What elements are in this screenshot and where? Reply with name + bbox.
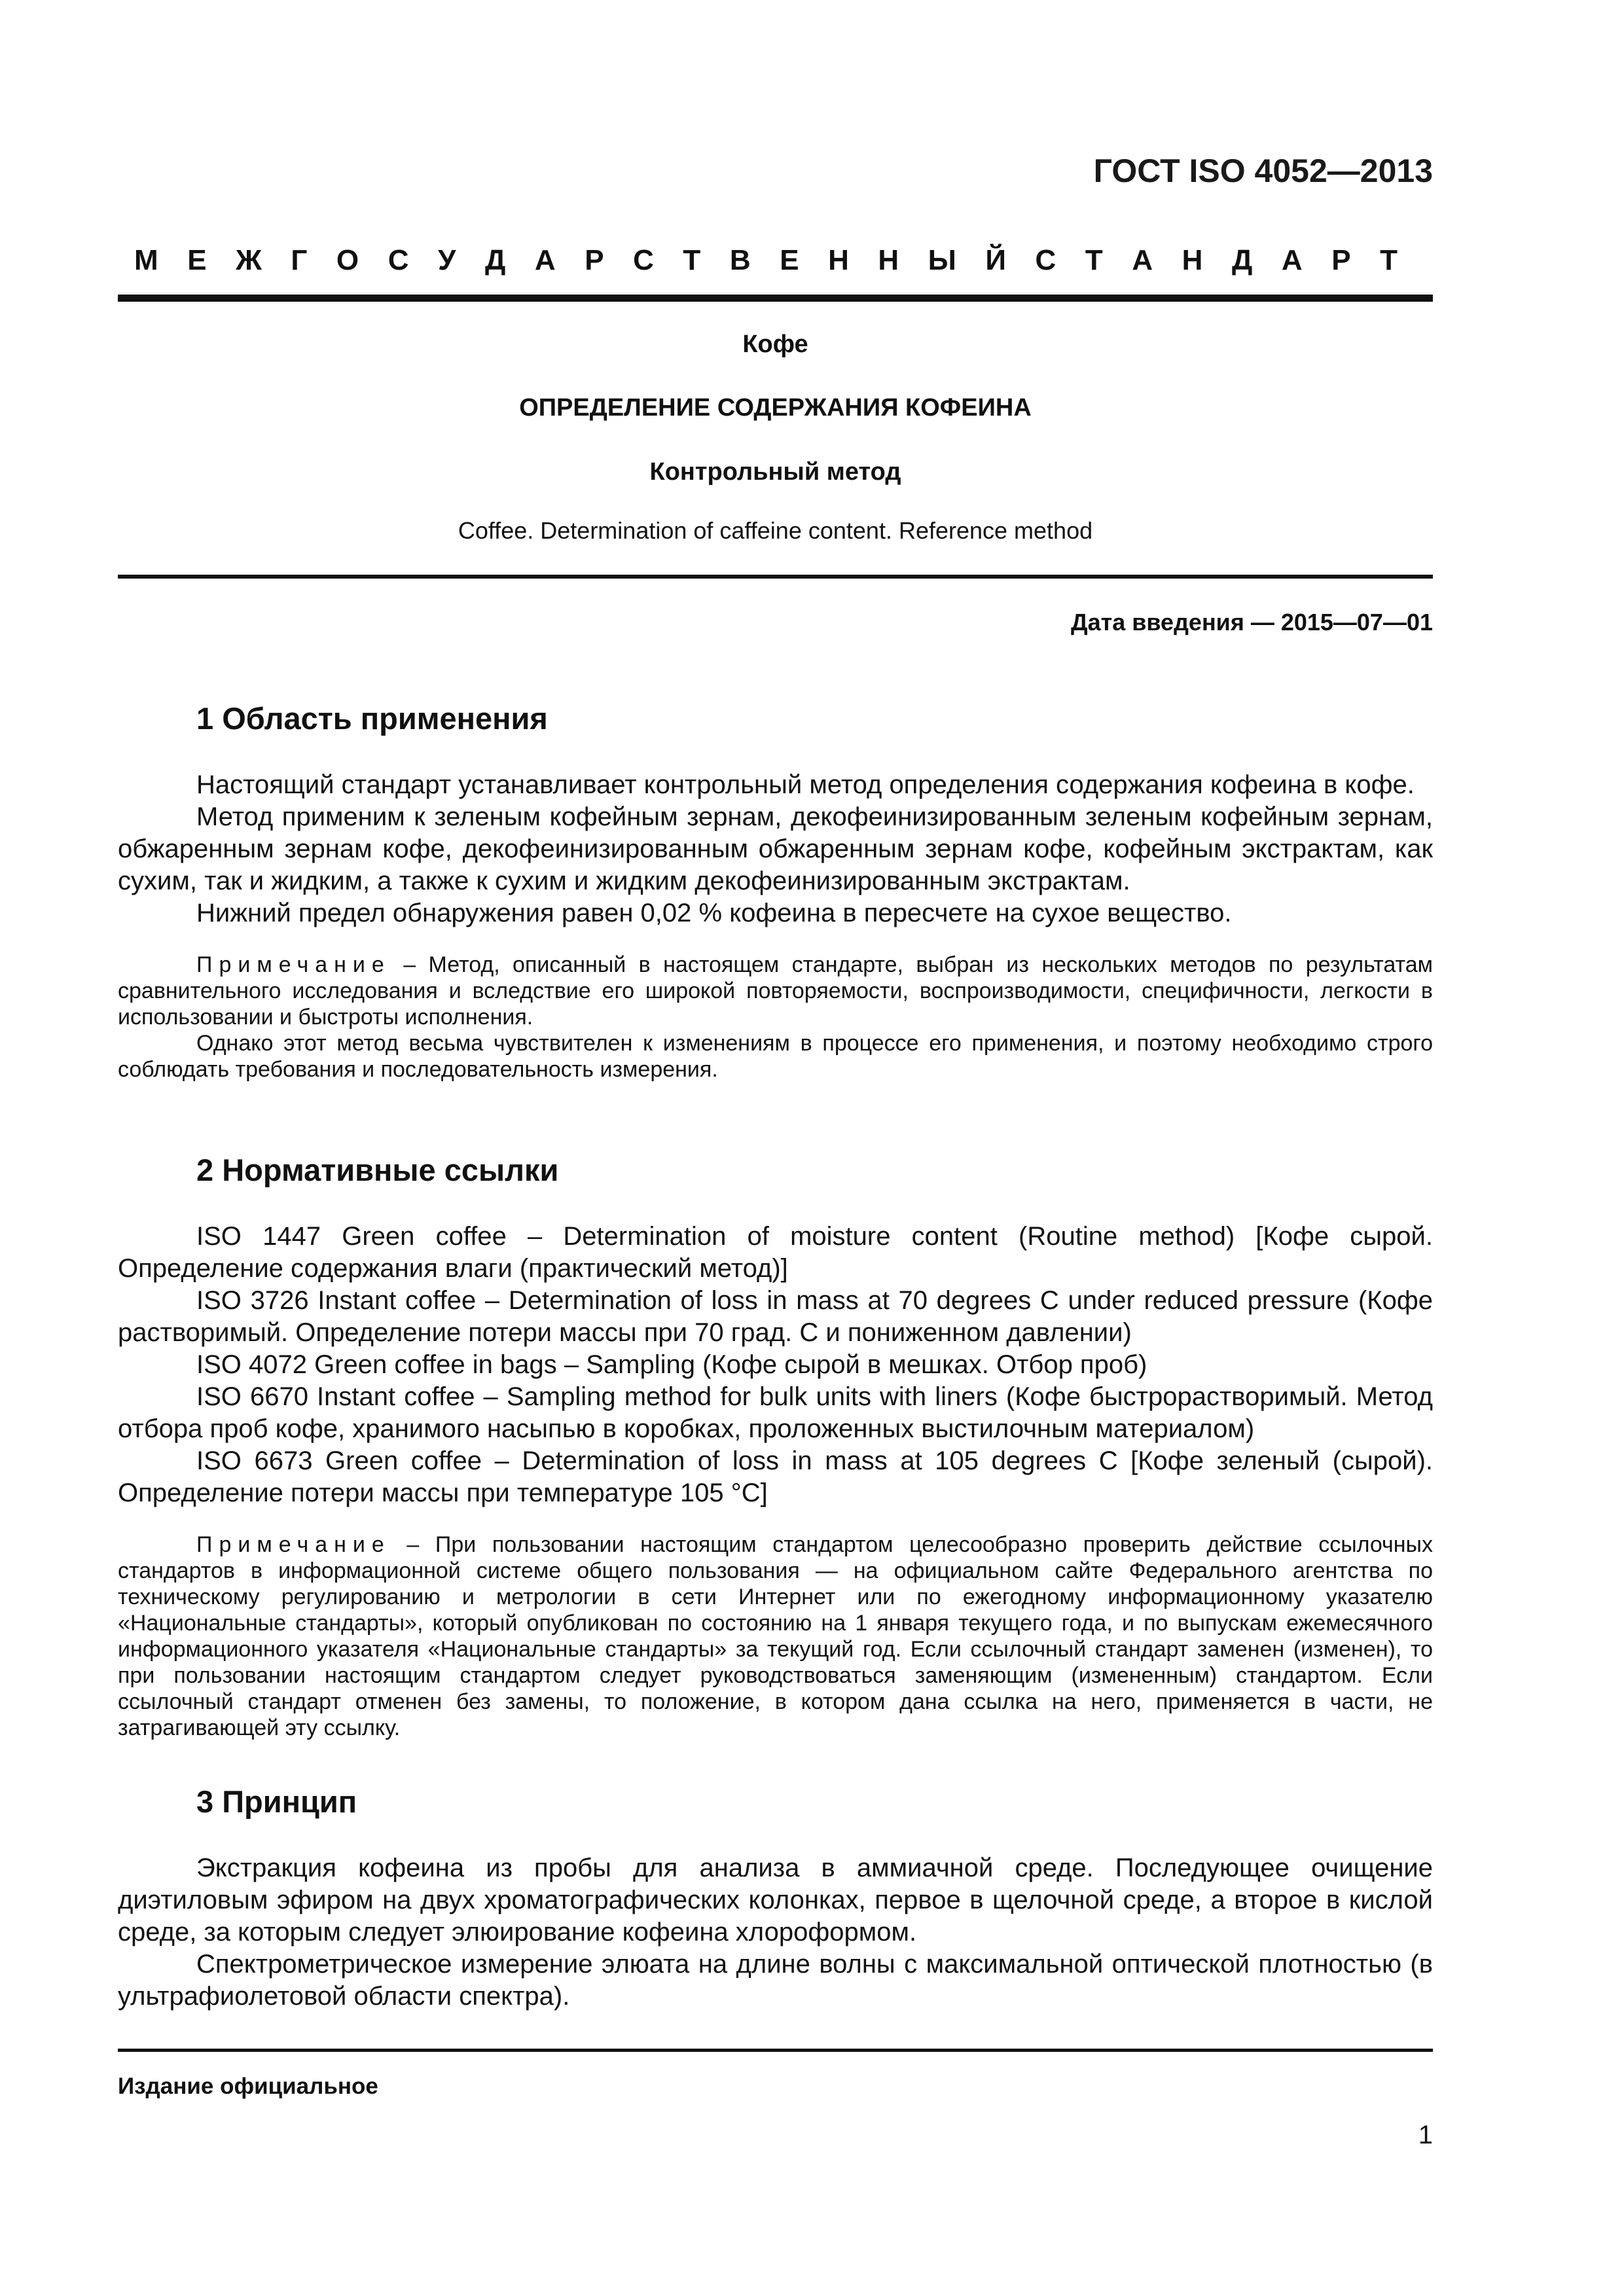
note-paragraph: Однако этот метод весьма чувствителен к изменениям в процессе его применения, и поэтому необходимо строго соблюдать требования и последовательность измерения. [118, 1031, 1433, 1082]
note [118, 952, 1433, 1083]
section-heading: 1 Область применения [196, 701, 548, 736]
section-heading: 3 Принцип [196, 1784, 357, 1819]
title-subject: Кофе [742, 331, 808, 358]
header-rule [118, 295, 1433, 302]
reference-item: ISO 1447 Green coffee – Determination of moisture content (Routine method) [Кофе сырой. Определение содержания влаги (практический метод)] [118, 1222, 1433, 1283]
footer-rule [118, 2049, 1433, 2052]
gost-code: ГОСТ ISO 4052—2013 [1093, 152, 1433, 189]
page-number: 1 [1418, 2121, 1433, 2149]
paragraph: Экстракция кофеина из пробы для анализа в аммиачной среде. Последующее очищение диэтиловым эфиром на двух хроматографических колонках, первое в щелочной среде, а второе в кислой среде, за которым следует элюирование кофеина хлороформом. [118, 1854, 1433, 1946]
title-main: ОПРЕДЕЛЕНИЕ СОДЕРЖАНИЯ КОФЕИНА [519, 394, 1032, 422]
paragraph: Настоящий стандарт устанавливает контрольный метод определения содержания кофеина в кофе. [196, 770, 1415, 799]
edition-label: Издание официальное [118, 2073, 378, 2099]
interstate-standard-banner: М Е Ж Г О С У Д А Р С Т В Е Н Н Ы Й С Т А Н Д А Р Т [134, 244, 1398, 276]
intro-date: Дата введения — 2015—07—01 [1070, 609, 1433, 636]
reference-item: ISO 4072 Green coffee in bags – Sampling (Кофе сырой в мешках. Отбор проб) [196, 1350, 1147, 1379]
reference-item: ISO 6673 Green coffee – Determination of loss in mass at 105 degrees C [Кофе зеленый (сырой). Определение потери массы при температуре 105 °С] [118, 1446, 1433, 1507]
note [118, 1532, 1433, 1741]
title-english: Coffee. Determination of caffeine content. Reference method [458, 517, 1093, 544]
note-label: Примечание [196, 1532, 391, 1557]
section-heading: 2 Нормативные ссылки [196, 1153, 559, 1187]
paragraph: Нижний предел обнаружения равен 0,02 % кофеина в пересчете на сухое вещество. [196, 899, 1232, 927]
reference-item: ISO 3726 Instant coffee – Determination of loss in mass at 70 degrees C under reduced pressure (Кофе растворимый. Определение потери массы при 70 град. С и пониженном давлении) [118, 1286, 1433, 1347]
section-principle [118, 1784, 1433, 2013]
note-paragraph [118, 1532, 1433, 1741]
note-text: – При пользовании настоящим стандартом целесообразно проверить действие ссылочных стандартов в информационной системе общего пользования — на официальном сайте Федерального агентства по техническому регулированию и метрологии в сети Интернет или по ежегодному информационному указателю «Национальные стандарты», который опубликован по состоянию на 1 января текущего года, и по выпускам ежемесячного информационного указателя «Национальные стандарты» за текущий год. Если ссылочный стандарт заменен (изменен), то при пользовании настоящим стандартом следует руководствоваться заменяющим (измененным) стандартом. Если ссылочный стандарт отменен без замены, то положение, в котором дана ссылка на него, применяется в части, не затрагивающей эту ссылку. [118, 1532, 1433, 1740]
reference-item: ISO 6670 Instant coffee – Sampling method for bulk units with liners (Кофе быстрорастворимый. Метод отбора проб кофе, хранимого насыпью в коробках, проложенных выстилочным материалом) [118, 1382, 1433, 1443]
section-normative-references [118, 1152, 1433, 1741]
note-paragraph [118, 952, 1433, 1030]
title-method: Контрольный метод [649, 458, 901, 486]
note-text: – Метод, описанный в настоящем стандарте, выбран из нескольких методов по результатам сравнительного исследования и вследствие его широкой повторяемости, воспроизводимости, специфичности, легкости в использовании и быстроты исполнения. [118, 952, 1433, 1030]
paragraph: Метод применим к зеленым кофейным зернам, декофеинизированным зеленым кофейным зернам, обжаренным зернам кофе, декофеинизированным обжаренным зернам кофе, кофейным экстрактам, как сухим, так и жидким, а также к сухим и жидким декофеинизированным экстрактам. [118, 802, 1433, 895]
paragraph: Спектрометрическое измерение элюата на длине волны с максимальной оптической плотностью (в ультрафиолетовой области спектра). [118, 1950, 1433, 2011]
section-scope [118, 700, 1433, 1083]
note-label: Примечание [196, 952, 391, 977]
title-rule [118, 575, 1433, 579]
